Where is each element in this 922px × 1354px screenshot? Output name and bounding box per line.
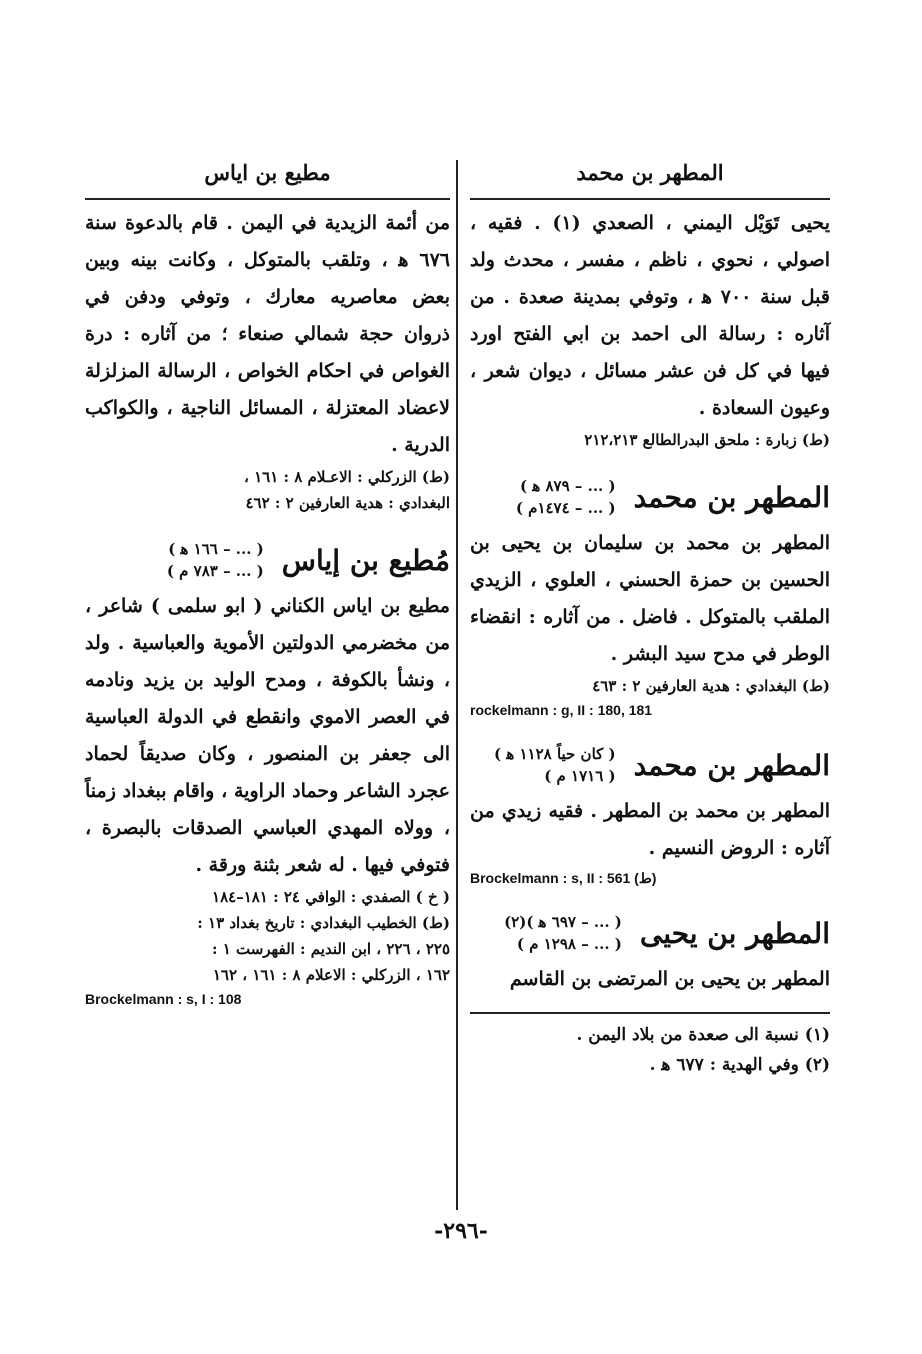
- left-body: [85, 205, 450, 1010]
- footnote: (٢) وفي الهدية : ٦٧٧ ﻫ .: [649, 1055, 830, 1075]
- entry-name: مُطيع بن إياس: [281, 543, 450, 577]
- entry-head: [470, 743, 830, 787]
- left-intro-paragraph: من أئمة الزيدية في اليمن . قام بالدعوة سنة ٦٧٦ ﻫ ، وتلقب بالمتوكل ، وكانت بينه وبين بعض معاصريه معارك ، وتوفي ودفن في ذروان حجة شمالي صنعاء ؛ من آثاره : درة الغواص في احكام الخواص ، الرسالة المزلزلة لاعضاد المعتزلة ، المسائل الناجية ، والكواكب الدرية .: [85, 212, 450, 456]
- column-divider: [456, 160, 458, 1210]
- entry-dates: [167, 538, 264, 582]
- entry-head: [470, 911, 830, 955]
- left-column: [85, 150, 450, 1010]
- entry-head: [470, 475, 830, 519]
- date-gregorian: ( ١٧١٦ م ): [544, 767, 616, 785]
- right-intro-paragraph: يحيى تَوَيْل اليمني ، الصعدي (١) . فقيه ، اصولي ، نحوي ، ناظم ، مفسر ، محدث ولد قبل سنة ٧٠٠ ﻫ ، وتوفي بمدينة صعدة . من آثاره : رسالة الى احمد بن ابي الفتح اورد فيها في كل فن عشر مسائل ، ديوان شعر ، وعيون السعادة .: [470, 212, 830, 419]
- entry-ref: ( خ ) الصفدي : الوافي ٢٤ : ١٨١–١٨٤: [212, 888, 450, 906]
- left-header-rule: [85, 198, 450, 200]
- left-intro-ref: (ط) الزركلي : الاعـلام ٨ : ١٦١ ،: [244, 468, 450, 486]
- right-intro-ref: (ط) زبارة : ملحق البدرالطالع ٢١٢،٢١٣: [584, 431, 830, 449]
- entry-latin-ref: Brockelmann : s, II : 561 (ط): [470, 870, 657, 886]
- entry-dates: [516, 475, 616, 519]
- date-gregorian: ( ... – ١٤٧٤م ): [515, 499, 616, 517]
- entry-text: المطهر بن محمد بن المطهر . فقيه زيدي من آثاره : الروض النسيم .: [470, 800, 830, 859]
- date-hijri: ( ... – ٦٩٧ ﻫ )(٢): [504, 913, 622, 931]
- date-hijri: ( كان حياً ١١٢٨ ﻫ ): [494, 745, 616, 763]
- entry-name: المطهر بن محمد: [633, 748, 830, 782]
- entry-dates: [494, 743, 616, 787]
- right-body: [470, 205, 830, 1080]
- entry-ref: (ط) البغدادي : هدية العارفين ٢ : ٤٦٣: [592, 677, 830, 695]
- entry-head: [85, 538, 450, 582]
- date-gregorian: ( ... – ٧٨٣ م ): [166, 562, 264, 580]
- left-intro-ref: البغدادي : هدية العارفين ٢ : ٤٦٢: [245, 494, 450, 512]
- right-running-header: المطهر بن محمد: [576, 160, 724, 185]
- date-gregorian: ( ... – ١٢٩٨ م ): [516, 935, 622, 953]
- entry-text: مطيع بن اياس الكناني ( ابو سلمى ) شاعر ، من مخضرمي الدولتين الأموية والعباسية . ولد ، ونشأ بالكوفة ، ومدح الوليد بن يزيد ونادمه في العصر الاموي وانقطع في الدولة العباسية الى جعفر بن المنصور ، وكان صديقاً لحماد عجرد الشاعر وحماد الراوية ، واقام ببغداد زمناً ، وولاه المهدي العباسي الصدقات بالبصرة ، فتوفي فيها . له شعر بثنة ورقة .: [85, 595, 450, 876]
- footnote: (١) نسبة الى صعدة من بلاد اليمن .: [576, 1025, 830, 1045]
- date-hijri: ( ... – ٨٧٩ ﻫ ): [520, 477, 616, 495]
- page-number: -٢٩٦-: [434, 1218, 488, 1244]
- entry-dates: [504, 911, 622, 955]
- entry-text: المطهر بن محمد بن سليمان بن يحيى بن الحسين بن حمزة الحسني ، العلوي ، الزيدي الملقب بالمتوكل . فاضل . من آثاره : انقضاء الوطر في مدح سيد البشر .: [470, 532, 830, 665]
- entry-name: المطهر بن يحيى: [639, 916, 830, 950]
- date-hijri: ( ... – ١٦٦ ﻫ ): [168, 540, 264, 558]
- entry-name: المطهر بن محمد: [633, 480, 830, 514]
- right-column: [470, 150, 830, 1080]
- footnote-rule: [470, 1012, 830, 1014]
- entry-latin-ref: rockelmann : g, II : 180, 181: [470, 702, 653, 718]
- entry-ref: ٢٢٥ ، ٢٢٦ ، ابن النديم : الفهرست ١ :: [211, 940, 450, 958]
- entry-ref: ١٦٢ ، الزركلي : الاعلام ٨ : ١٦١ ، ١٦٢: [212, 966, 450, 984]
- right-header-rule: [470, 198, 830, 200]
- entry-latin-ref: Brockelmann : s, I : 108: [85, 991, 242, 1007]
- entry-text: المطهر بن يحيى بن المرتضى بن القاسم: [509, 968, 830, 990]
- left-running-header: مطيع بن اياس: [204, 160, 331, 185]
- entry-ref: (ط) الخطيب البغدادي : تاريخ بغداد ١٣ :: [197, 914, 450, 932]
